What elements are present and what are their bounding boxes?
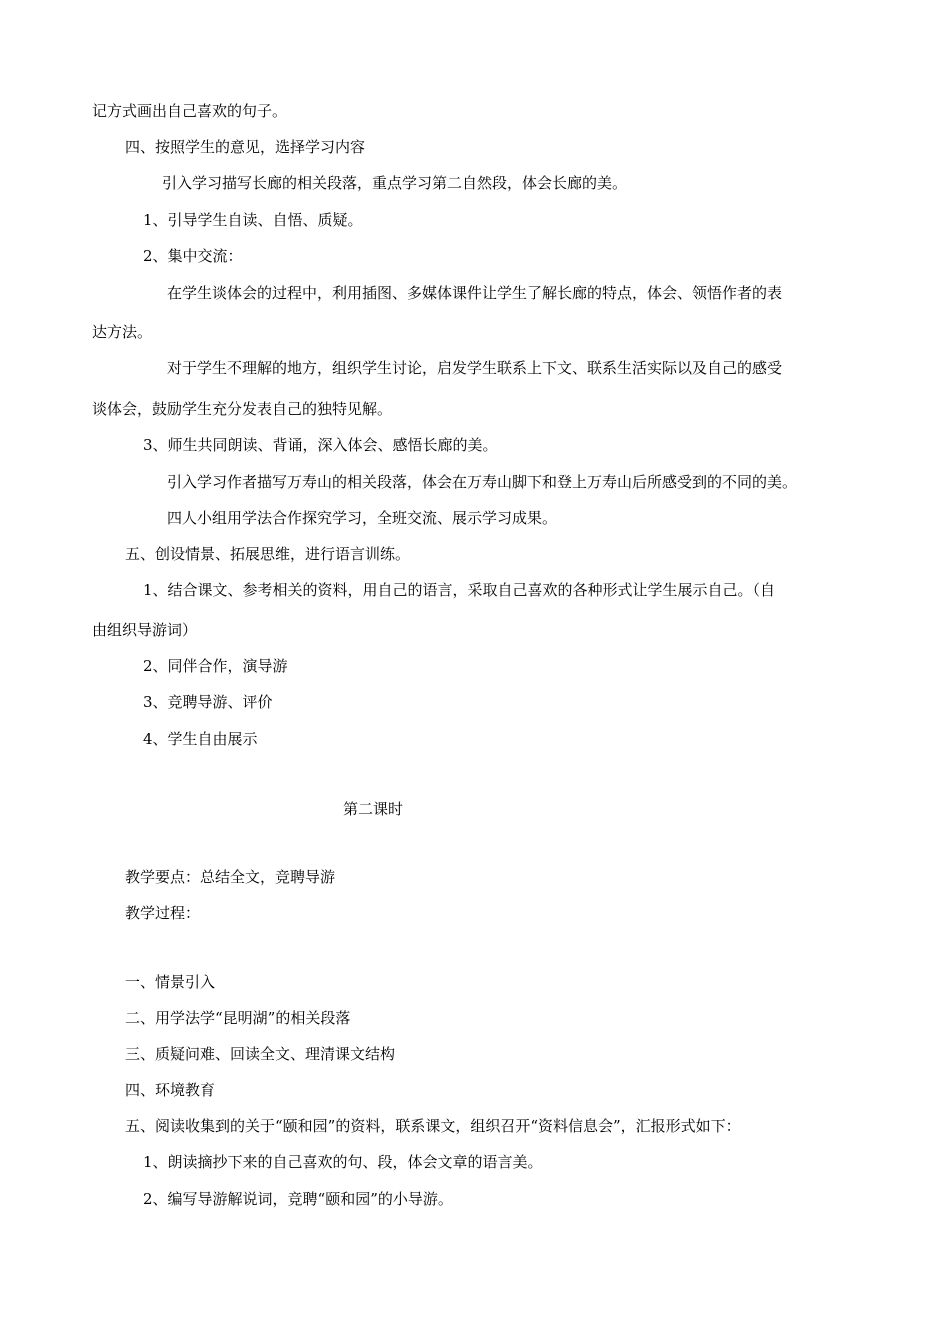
text-line: 引入学习描写长廊的相关段落，重点学习第二自然段，体会长廊的美。 bbox=[162, 174, 628, 192]
list-item: 2、编写导游解说词，竞聘“颐和园”的小导游。 bbox=[143, 1190, 453, 1208]
text-line: 对于学生不理解的地方，组织学生讨论，启发学生联系上下文、联系生活实际以及自己的感受 bbox=[167, 359, 783, 377]
section-heading: 五、创设情景、拓展思维，进行语言训练。 bbox=[125, 545, 411, 563]
list-item: 1、朗读摘抄下来的自己喜欢的句、段，体会文章的语言美。 bbox=[143, 1153, 543, 1171]
section-heading: 五、阅读收集到的关于“颐和园”的资料，联系课文，组织召开“资料信息会”，汇报形式如下： bbox=[125, 1117, 741, 1135]
section-heading: 四、按照学生的意见，选择学习内容 bbox=[125, 138, 366, 156]
text-line: 在学生谈体会的过程中，利用插图、多媒体课件让学生了解长廊的特点，体会、领悟作者的表 bbox=[167, 284, 783, 302]
text-line: 谈体会，鼓励学生充分发表自己的独特见解。 bbox=[92, 400, 393, 418]
section-heading: 一、情景引入 bbox=[125, 973, 216, 991]
list-item: 4、学生自由展示 bbox=[143, 730, 258, 748]
list-item: 1、引导学生自读、自悟、质疑。 bbox=[143, 211, 363, 229]
lesson-title: 第二课时 bbox=[343, 800, 404, 818]
list-item: 3、师生共同朗读、背诵，深入体会、感悟长廊的美。 bbox=[143, 436, 498, 454]
text-line: 达方法。 bbox=[92, 323, 153, 341]
list-item: 3、竞聘导游、评价 bbox=[143, 693, 273, 711]
text-line: 记方式画出自己喜欢的句子。 bbox=[92, 102, 288, 120]
list-item: 2、集中交流： bbox=[143, 247, 243, 265]
list-item: 2、同伴合作，演导游 bbox=[143, 657, 288, 675]
section-heading: 四、环境教育 bbox=[125, 1081, 216, 1099]
section-heading: 三、质疑问难、回读全文、理清课文结构 bbox=[125, 1045, 396, 1063]
text-line: 教学过程： bbox=[125, 904, 201, 922]
text-line: 引入学习作者描写万寿山的相关段落，体会在万寿山脚下和登上万寿山后所感受到的不同的美。 bbox=[167, 473, 798, 491]
text-line: 四人小组用学法合作探究学习，全班交流、展示学习成果。 bbox=[167, 509, 558, 527]
text-line: 教学要点：总结全文，竞聘导游 bbox=[125, 868, 336, 886]
text-line: 由组织导游词） bbox=[92, 621, 198, 639]
list-item: 1、结合课文、参考相关的资料，用自己的语言，采取自己喜欢的各种形式让学生展示自己。（自 bbox=[143, 581, 776, 599]
section-heading: 二、用学法学“昆明湖”的相关段落 bbox=[125, 1009, 351, 1027]
